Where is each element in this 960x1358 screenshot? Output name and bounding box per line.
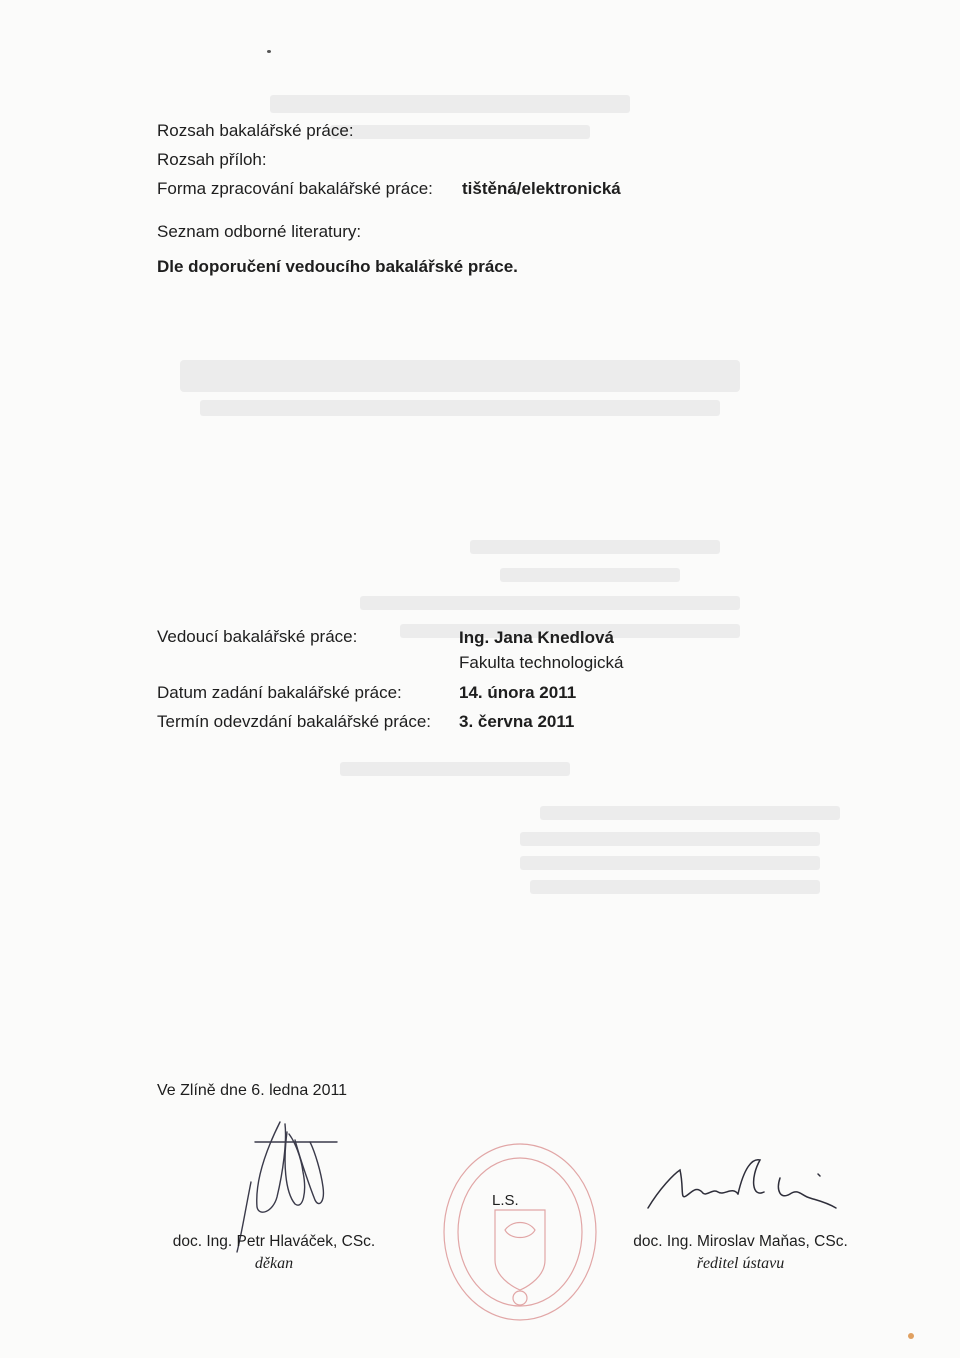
literature-text: Dle doporučení vedoucího bakalářské práce. [157, 257, 518, 276]
supervisor-label: Vedoucí bakalářské práce: [157, 627, 358, 646]
director-name: doc. Ing. Miroslav Maňas, CSc. [633, 1233, 848, 1250]
field-form-value: tištěná/elektronická [462, 179, 621, 198]
scan-speck [908, 1333, 914, 1339]
dean-name: doc. Ing. Petr Hlaváček, CSc. [172, 1233, 376, 1250]
university-stamp [440, 1140, 600, 1325]
director-signature [640, 1148, 870, 1228]
field-form-label: Forma zpracování bakalářské práce: [157, 179, 433, 198]
assignment-date-value: 14. února 2011 [459, 683, 577, 702]
scan-speck [267, 50, 271, 53]
submission-date-value: 3. června 2011 [459, 712, 575, 731]
supervisor-faculty: Fakulta technologická [459, 653, 624, 672]
director-role: ředitel ústavu [696, 1255, 785, 1272]
field-attachments-label: Rozsah příloh: [157, 150, 267, 169]
supervisor-name: Ing. Jana Knedlová [459, 628, 614, 647]
assignment-date-label: Datum zadání bakalářské práce: [157, 683, 402, 702]
submission-date-label: Termín odevzdání bakalářské práce: [157, 712, 432, 731]
place-date: Ve Zlíně dne 6. ledna 2011 [157, 1082, 348, 1099]
literature-label: Seznam odborné literatury: [157, 222, 362, 241]
field-extent-label: Rozsah bakalářské práce: [157, 121, 354, 140]
stamp-label: L.S. [492, 1192, 519, 1209]
dean-role: děkan [254, 1255, 294, 1272]
